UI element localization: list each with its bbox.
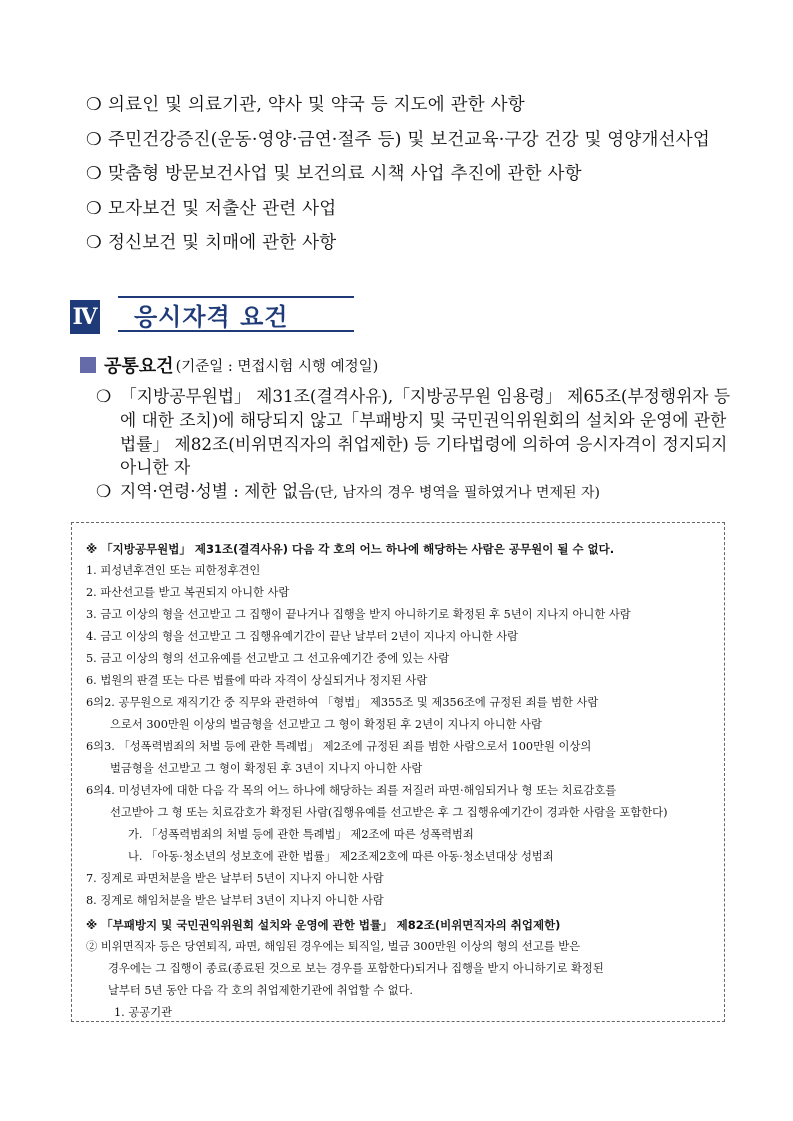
law-subitem: 나. 「아동·청소년의 성보호에 관한 법률」 제2조제2호에 따른 아동·청소년대상 성범죄 bbox=[128, 850, 554, 863]
law-item: 6. 법원의 판결 또는 다른 법률에 따라 자격이 상실되거나 정지된 사람 bbox=[86, 674, 428, 687]
requirement-item bbox=[96, 385, 736, 480]
duty-list bbox=[86, 88, 710, 261]
requirement-note: (단, 남자의 경우 병역을 필하였거나 면제된 자) bbox=[314, 485, 600, 502]
duty-text: 주민건강증진(운동·영양·금연·절주 등) 및 보건교육·구강 건강 및 영양개선사업 bbox=[108, 129, 710, 150]
legal-notice-box bbox=[71, 522, 725, 1022]
duty-text: 정신보건 및 치매에 관한 사항 bbox=[108, 233, 337, 253]
duty-item bbox=[86, 192, 710, 227]
law-item: 6의4. 미성년자에 대한 다음 각 목의 어느 하나에 해당하는 죄를 저질러 파면·해임되거나 형 또는 치료감호를 bbox=[86, 784, 617, 797]
duty-item bbox=[86, 88, 710, 123]
subsection-title: 공통요건 bbox=[104, 356, 174, 377]
duty-text: 맞춤형 방문보건사업 및 보건의료 시책 사업 추진에 관한 사항 bbox=[108, 164, 582, 184]
law-item: 1. 피성년후견인 또는 피한정후견인 bbox=[86, 564, 261, 577]
law-item: 3. 금고 이상의 형을 선고받고 그 집행이 끝나거나 집행을 받지 아니하기로 확정된 후 5년이 지나지 아니한 사람 bbox=[86, 608, 631, 621]
law-item-continuation: 선고받아 그 형 또는 치료감호가 확정된 사람(집행유예를 선고받은 후 그 집행유예기간이 경과한 사람을 포함한다) bbox=[110, 806, 668, 819]
circle-bullet-icon: ❍ bbox=[86, 233, 102, 253]
requirement-text: 지역·연령·성별 : 제한 없음 bbox=[120, 481, 315, 502]
law-subitem: 1. 공공기관 bbox=[114, 1006, 173, 1019]
section-title: 응시자격 요건 bbox=[118, 296, 354, 332]
law-title: ※ 「부패방지 및 국민권익위원회 설치와 운영에 관한 법률」 제82조(비위면직자의 취업제한) bbox=[86, 918, 561, 932]
requirement-item bbox=[96, 480, 736, 506]
duty-item bbox=[86, 157, 710, 192]
law-subitem: 가. 「성폭력범죄의 처벌 등에 관한 특례법」 제2조에 따른 성폭력범죄 bbox=[128, 828, 474, 841]
law-item: 2. 파산선고를 받고 복권되지 아니한 사람 bbox=[86, 586, 290, 599]
circle-bullet-icon: ❍ bbox=[86, 164, 102, 184]
subsection-note: (기준일 : 면접시험 시행 예정일) bbox=[175, 358, 379, 375]
law-item: 5. 금고 이상의 형의 선고유예를 선고받고 그 선고유예기간 중에 있는 사람 bbox=[86, 652, 450, 665]
law-paragraph-continuation: 경우에는 그 집행이 종료(종료된 것으로 보는 경우를 포함한다)되거나 집행을 받지 아니하기로 확정된 bbox=[108, 962, 604, 975]
circle-bullet-icon: ❍ bbox=[96, 481, 112, 502]
requirement-list bbox=[96, 385, 736, 506]
duty-text: 모자보건 및 저출산 관련 사업 bbox=[108, 198, 337, 219]
law-item: 6의3. 「성폭력범죄의 처벌 등에 관한 특례법」 제2조에 규정된 죄를 범한 사람으로서 100만원 이상의 bbox=[86, 740, 592, 753]
circle-bullet-icon: ❍ bbox=[86, 129, 102, 150]
law-item: 7. 징계로 파면처분을 받은 날부터 5년이 지나지 아니한 사람 bbox=[86, 872, 384, 885]
law-paragraph: ② 비위면직자 등은 당연퇴직, 파면, 해임된 경우에는 퇴직일, 벌금 300만원 이상의 형의 선고를 받은 bbox=[86, 940, 581, 953]
law-item: 6의2. 공무원으로 재직기간 중 직무와 관련하여 「형법」 제355조 및 제356조에 규정된 죄를 범한 사람 bbox=[86, 696, 599, 709]
law-item: 8. 징계로 해임처분을 받은 날부터 3년이 지나지 아니한 사람 bbox=[86, 894, 384, 907]
circle-bullet-icon: ❍ bbox=[86, 198, 102, 219]
duty-text: 의료인 및 의료기관, 약사 및 약국 등 지도에 관한 사항 bbox=[108, 95, 525, 115]
circle-bullet-icon: ❍ bbox=[86, 95, 102, 115]
square-bullet-icon bbox=[80, 357, 96, 373]
law-item: 4. 금고 이상의 형을 선고받고 그 집행유예기간이 끝난 날부터 2년이 지나지 아니한 사람 bbox=[86, 630, 519, 643]
circle-bullet-icon: ❍ bbox=[96, 386, 112, 406]
section-number: Ⅳ bbox=[70, 300, 100, 334]
requirement-text: 「지방공무원법」 제31조(결격사유),「지방공무원 임용령」 제65조(부정행위자 등에 대한 조치)에 해당되지 않고「부패방지 및 국민권익위원회의 설치와 운영에 관한 법률」 제82조(비위면직자의 취업제한) 등 기타법령에 의하여 응시자격이 정지되지 아니한 자 bbox=[120, 386, 731, 478]
subsection-heading bbox=[80, 352, 378, 378]
law-item-continuation: 벌금형을 선고받고 그 형이 확정된 후 3년이 지나지 아니한 사람 bbox=[110, 762, 423, 775]
duty-item bbox=[86, 123, 710, 158]
duty-item bbox=[86, 226, 710, 261]
law-title: ※ 「지방공무원법」 제31조(결격사유) 다음 각 호의 어느 하나에 해당하는 사람은 공무원이 될 수 없다. bbox=[86, 542, 615, 556]
law-item-continuation: 으로서 300만원 이상의 벌금형을 선고받고 그 형이 확정된 후 2년이 지나지 아니한 사람 bbox=[110, 718, 542, 731]
law-paragraph-continuation: 날부터 5년 동안 다음 각 호의 취업제한기관에 취업할 수 없다. bbox=[108, 984, 414, 997]
